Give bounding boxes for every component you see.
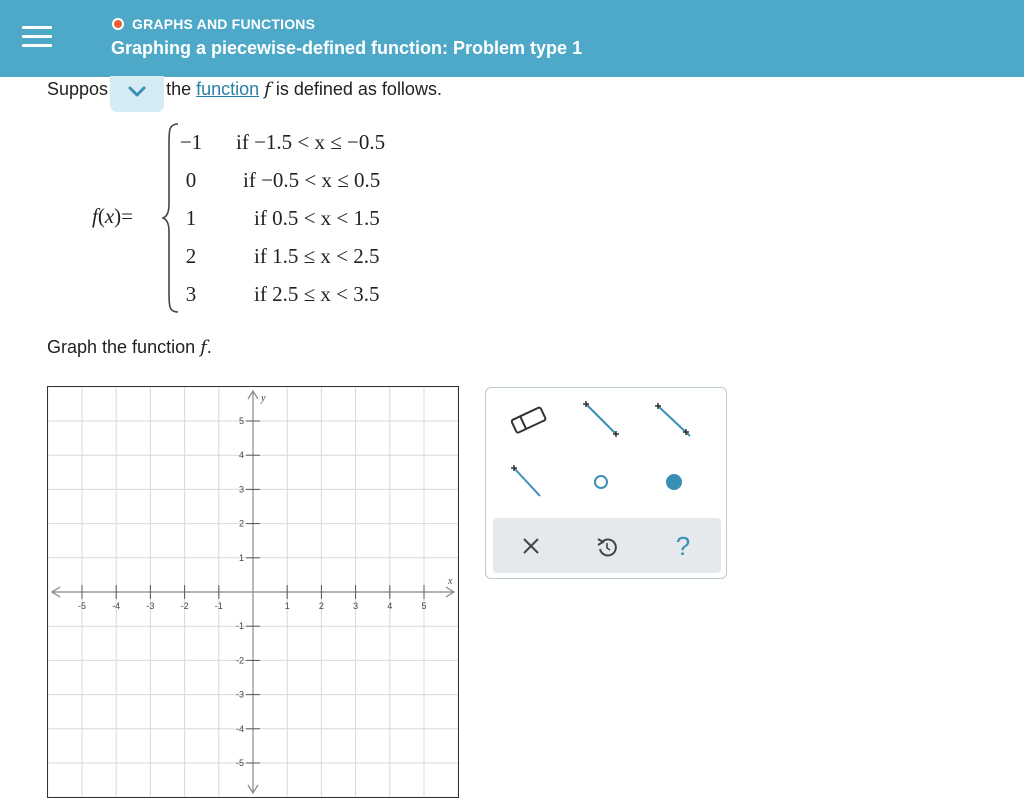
y-tick-label: -3	[235, 689, 244, 700]
action-bar	[493, 518, 721, 573]
ray-tool-button[interactable]	[646, 398, 700, 442]
piece-value: −1	[179, 130, 203, 154]
y-tick-label: 2	[238, 518, 244, 529]
x-tick-label: 2	[318, 601, 324, 611]
x-tick-label: 4	[387, 601, 393, 611]
piece-value: 1	[185, 206, 197, 230]
piece-value: 3	[185, 282, 197, 306]
lhs-rest: (x)=	[97, 204, 134, 228]
undo-button[interactable]	[581, 524, 633, 568]
piece-condition: if 0.5 < x < 1.5	[254, 206, 380, 230]
graph-prompt	[47, 337, 212, 358]
intro-suffix: is defined as follows.	[275, 79, 442, 99]
x-tick-label: -1	[214, 601, 223, 611]
prompt-var: f	[200, 337, 207, 358]
eraser-icon	[502, 398, 556, 442]
prompt-text: Graph the function	[47, 337, 196, 357]
piece-value: 2	[185, 244, 197, 268]
y-axis-label: y	[261, 393, 266, 404]
y-tick-label: -4	[235, 723, 244, 734]
piece-condition: if 2.5 ≤ x < 3.5	[254, 282, 380, 306]
clear-button[interactable]	[505, 524, 557, 568]
x-tick-label: -2	[180, 601, 189, 611]
y-tick-label: -1	[235, 621, 244, 632]
open-dot-tool-icon	[574, 460, 628, 504]
y-tick-label: 3	[238, 484, 244, 495]
ray-tool-icon	[646, 398, 700, 442]
segment-tool-icon	[574, 398, 628, 442]
x-tick-label: 3	[353, 601, 359, 611]
problem-title: Graphing a piecewise-defined function: Problem type 1	[111, 38, 583, 58]
close-icon	[520, 535, 542, 557]
x-tick-label: -4	[112, 601, 121, 611]
coordinate-plane[interactable]	[48, 387, 458, 797]
x-tick-label: 5	[421, 601, 427, 611]
piece-value: 0	[185, 168, 197, 192]
piece-condition: if 1.5 ≤ x < 2.5	[254, 244, 380, 268]
y-tick-label: 5	[238, 416, 244, 426]
lhs-f: f	[92, 204, 98, 228]
segment-tool-button[interactable]	[574, 398, 628, 442]
piecewise-definition	[0, 0, 1024, 330]
help-icon: ?	[675, 530, 691, 561]
closed-dot-tool-button[interactable]	[646, 460, 700, 504]
open-dot-tool-button[interactable]	[574, 460, 628, 504]
eraser-tool-button[interactable]	[502, 398, 556, 442]
y-tick-label: -2	[235, 655, 244, 666]
function-lhs	[92, 204, 133, 229]
intro-middle: the	[166, 79, 192, 99]
prompt-end: .	[206, 337, 212, 357]
graph-area[interactable]	[47, 386, 459, 798]
intro-prefix: Suppos	[47, 79, 109, 99]
x-tick-label: -3	[146, 601, 155, 611]
piece-condition: if −0.5 < x ≤ 0.5	[243, 168, 381, 192]
y-tick-label: 1	[238, 552, 244, 563]
x-tick-label: 1	[284, 601, 290, 611]
undo-icon	[595, 534, 619, 558]
graph-tool-palette	[485, 387, 727, 579]
line-tool-button[interactable]	[502, 460, 556, 504]
function-definition-link[interactable]: function	[196, 79, 260, 99]
line-tool-icon	[502, 460, 556, 504]
x-tick-label: -5	[77, 601, 87, 611]
y-tick-label: 4	[238, 450, 244, 461]
piece-condition: if −1.5 < x ≤ −0.5	[236, 130, 386, 154]
closed-dot-tool-icon	[646, 460, 700, 504]
x-axis-label: x	[448, 576, 453, 587]
topic-label: GRAPHS AND FUNCTIONS	[132, 16, 316, 32]
y-tick-label: -5	[235, 758, 244, 768]
help-button[interactable]	[657, 524, 709, 568]
intro-function-var: f	[264, 79, 271, 100]
